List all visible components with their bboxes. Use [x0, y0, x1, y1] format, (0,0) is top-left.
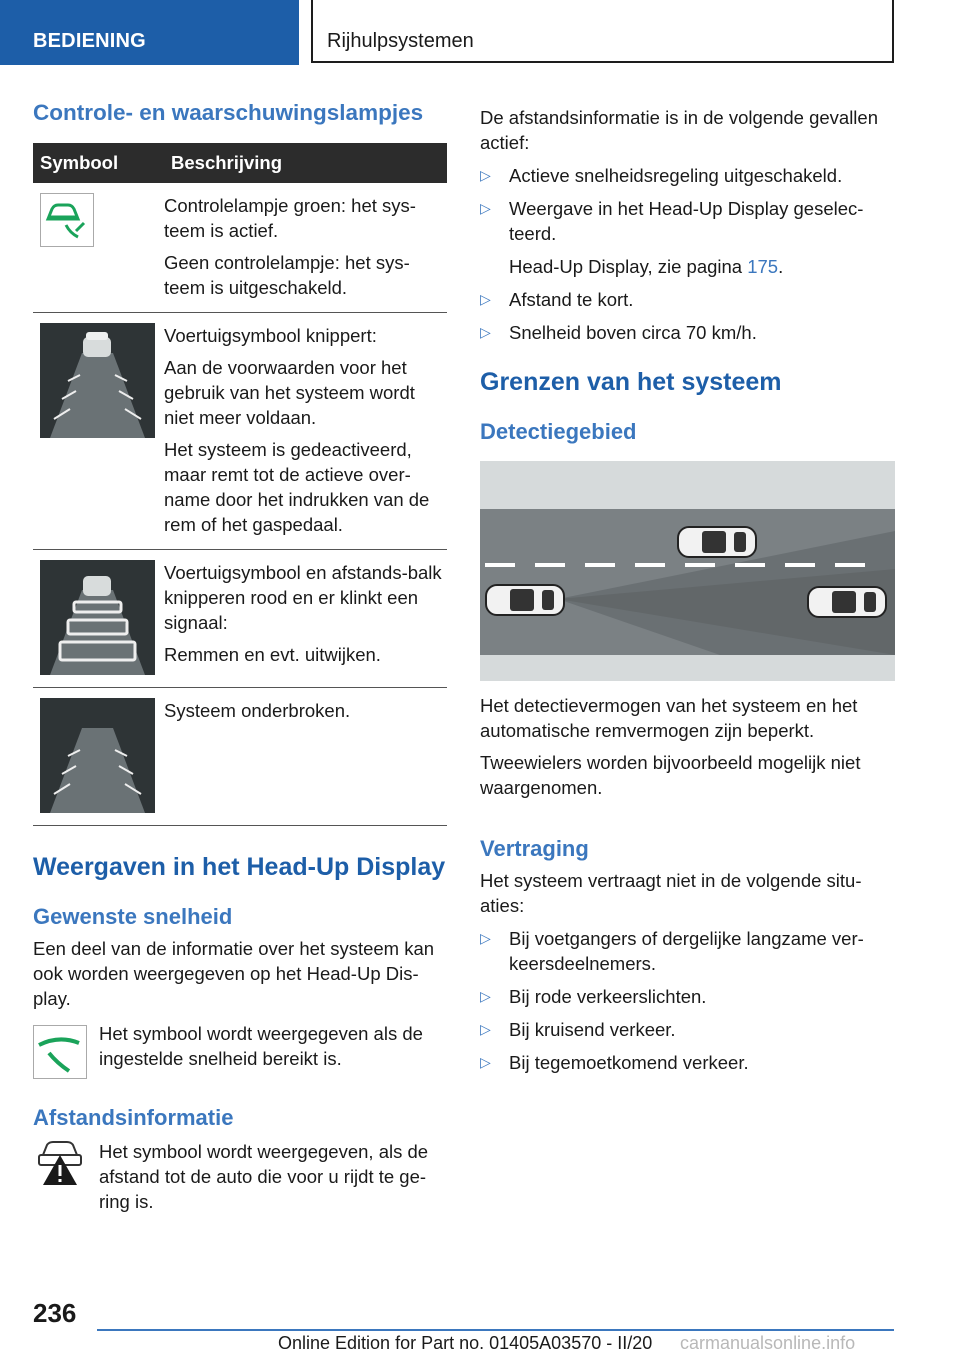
chapter-tab [311, 0, 894, 63]
car-ahead-icon [678, 527, 756, 557]
col-desc: Beschrijving [164, 143, 447, 183]
page-link[interactable]: 175 [747, 256, 779, 277]
heading-limits: Grenzen van het systeem [480, 368, 782, 396]
own-car-icon [486, 585, 564, 615]
row2-line2: Aan de voorwaarden voor het gebruik van het systeem wordt niet meer voldaan. [164, 357, 415, 428]
footer-divider [97, 1329, 894, 1331]
detect-p2: Tweewielers worden bijvoorbeeld mogelijk niet waargenomen. [480, 752, 861, 798]
list-item: ▷ Bij rode verkeerslichten. [480, 986, 707, 1007]
row4-line1: Systeem onderbroken. [164, 700, 351, 721]
row3-line1: Voertuigsymbool en afstands-balk knipperen rood en er klinkt een signaal: [164, 562, 442, 633]
delay-intro: Het systeem vertraagt niet in de volgende situ-aties: [480, 870, 862, 916]
triangle-bullet-icon: ▷ [480, 1021, 491, 1037]
heading-distance: Afstandsinformatie [33, 1105, 234, 1130]
symbol-table [33, 143, 447, 826]
list-item: ▷ Bij kruisend verkeer. [480, 1019, 676, 1040]
table-row [33, 688, 447, 826]
row3-line2: Remmen en evt. uitwijken. [164, 644, 381, 665]
section-tab [0, 0, 299, 65]
triangle-bullet-icon: ▷ [480, 1054, 491, 1070]
car-right-icon [808, 587, 886, 617]
triangle-bullet-icon: ▷ [480, 291, 491, 307]
row2-line3: Het systeem is gedeactiveerd, maar remt tot de actieve over-name door het indrukken van de rem of het gaspedaal. [164, 439, 430, 535]
speed-gauge-icon [33, 1025, 87, 1079]
road-car-flash-icon [40, 323, 155, 438]
triangle-bullet-icon: ▷ [480, 324, 491, 340]
left-column [33, 100, 447, 1219]
table-row [33, 550, 447, 688]
speed-icon-block [33, 1021, 447, 1083]
triangle-bullet-icon: ▷ [480, 200, 491, 216]
table-row [33, 313, 447, 550]
heading-speed: Gewenste snelheid [33, 904, 233, 929]
heading-lamps: Controle- en waarschuwingslampjes [33, 100, 424, 125]
triangle-bullet-icon: ▷ [480, 988, 491, 1004]
heading-detection: Detectiegebied [480, 419, 637, 444]
table-header-row [33, 143, 447, 183]
distance-active-list [480, 163, 895, 246]
table-row [33, 183, 447, 313]
road-distance-bars-icon [40, 560, 155, 675]
list-item: ▷ Bij voetgangers of dergelijke langzame ver-keersdeelnemers. [480, 928, 864, 974]
speed-icon-text: Het symbool wordt weergegeven als de ingestelde snelheid bereikt is. [99, 1023, 423, 1069]
distance-icon-block [33, 1139, 447, 1219]
heading-hud: Weergaven in het Head-Up Display [33, 853, 446, 881]
hud-reference: Head-Up Display, zie pagina 175. [509, 256, 784, 277]
detect-p1: Het detectievermogen van het systeem en het automatische remvermogen zijn beperkt. [480, 695, 858, 741]
page-number: 236 [33, 1298, 77, 1328]
distance-intro: De afstandsinformatie is in de volgende gevallen actief: [480, 107, 878, 153]
detection-area-illustration [480, 461, 895, 681]
car-distance-warning-icon [33, 1139, 87, 1189]
green-car-warning-icon [40, 193, 94, 247]
section-label: BEDIENING [33, 30, 146, 52]
triangle-bullet-icon: ▷ [480, 167, 491, 183]
edition-text: Online Edition for Part no. 01405A03570 - II/20 [278, 1333, 653, 1353]
list-item: ▷ Snelheid boven circa 70 km/h. [480, 322, 757, 343]
road-interrupted-icon [40, 698, 155, 813]
triangle-bullet-icon: ▷ [480, 930, 491, 946]
speed-text: Een deel van de informatie over het systeem kan ook worden weergegeven op het Head-Up Dis-play. [33, 938, 435, 1009]
heading-delay: Vertraging [480, 836, 589, 861]
delay-list [480, 926, 895, 1075]
distance-active-list-2 [480, 287, 895, 345]
chapter-label: Rijhulpsystemen [327, 30, 474, 52]
row2-line1: Voertuigsymbool knippert: [164, 325, 377, 346]
list-item: ▷ Actieve snelheidsregeling uitgeschakeld. [480, 165, 843, 186]
list-item: ▷ Afstand te kort. [480, 289, 634, 310]
col-symbol: Symbool [33, 143, 164, 183]
watermark: carmanualsonline.info [680, 1333, 856, 1353]
list-item: ▷ Weergave in het Head-Up Display geselec-teerd. [480, 198, 864, 244]
row1-line1: Controlelampje groen: het sys-teem is actief. [164, 195, 416, 241]
distance-icon-text: Het symbool wordt weergegeven, als de afstand tot de auto die voor u rijdt te ge-ring is. [99, 1141, 429, 1212]
right-column [480, 105, 895, 1075]
list-item: ▷ Bij tegemoetkomend verkeer. [480, 1052, 749, 1073]
row1-line2: Geen controlelampje: het sys-teem is uitgeschakeld. [164, 252, 410, 298]
